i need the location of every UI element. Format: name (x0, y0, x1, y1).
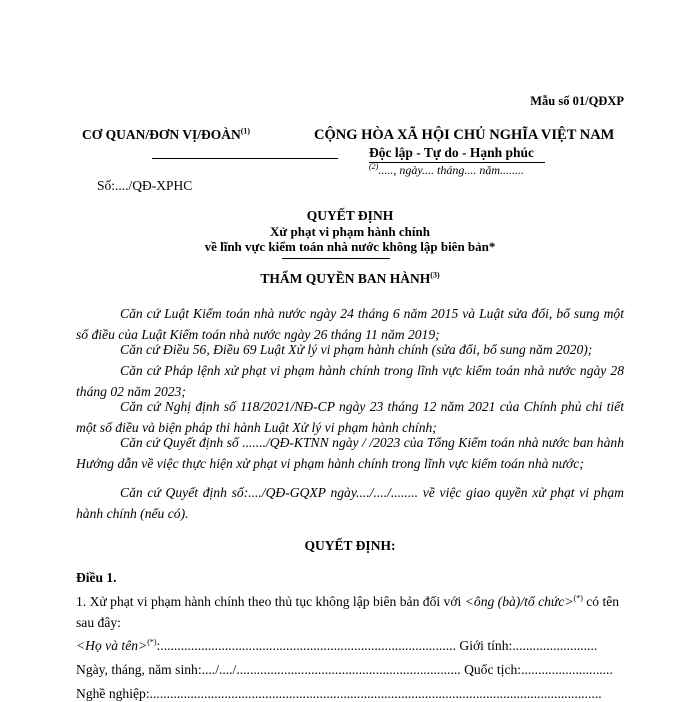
preamble-decision-gqxp-text: Căn cứ Quyết định số:..../QĐ-GQXP ngày..../..../........ về việc giao quyền xử phạt vi phạm hành chính (nếu có). (76, 485, 624, 521)
article-1-clause (76, 591, 624, 633)
preamble-decision-ktnn-text: Căn cứ Quyết định số ......./QĐ-KTNN ngày / /2023 của Tổng Kiểm toán nhà nước ban hành Hướng dẫn về việc thực hiện xử phạt vi phạm hành chính trong lĩnh vực kiểm toán nhà nước; (76, 435, 624, 471)
nationality-label: Quốc tịch: (464, 662, 522, 677)
decision-subtitle-2: về lĩnh vực kiểm toán nhà nước không lập biên bản* (204, 239, 496, 254)
authority-label (0, 271, 700, 287)
agency-underline (152, 158, 338, 159)
clause-note: (*) (573, 593, 583, 603)
authority-note: (3) (430, 270, 440, 280)
form-code: Mẫu số 01/QĐXP (530, 94, 624, 108)
name-note: (*) (147, 638, 157, 647)
preamble-ordinance-text: Căn cứ Pháp lệnh xử phạt vi phạm hành chính trong lĩnh vực kiểm toán nhà nước ngày 28 tháng 02 năm 2023; (76, 363, 624, 399)
name-label: <Họ và tên> (76, 638, 148, 653)
article-1-title: Điều 1. (76, 570, 117, 585)
decision-heading: QUYẾT ĐỊNH (306, 208, 394, 223)
job-label: Nghề nghiệp: (76, 686, 150, 701)
nationality-field[interactable]: ........................... (521, 662, 613, 677)
subtitle-underline (282, 258, 390, 259)
clause-end: có tên sau đây: (76, 594, 620, 630)
date-line (369, 163, 524, 178)
agency-label (82, 127, 250, 143)
dob-label[interactable]: Ngày, tháng, năm sinh:..../..../... (76, 662, 247, 677)
authority-text: THẨM QUYỀN BAN HÀNH (260, 271, 431, 286)
agency-name: CƠ QUAN/ĐƠN VỊ/ĐOÀN (82, 127, 241, 142)
agency-note: (1) (240, 126, 251, 136)
preamble-law-audit-text: Căn cứ Luật Kiểm toán nhà nước ngày 24 tháng 6 năm 2015 và Luật sửa đổi, bổ sung một số điều của Luật Kiểm toán nhà nước ngày 26 tháng 11 năm 2019; (76, 306, 624, 342)
gender-field[interactable]: ......................... (512, 638, 598, 653)
document-number: Số:..../QĐ-XPHC (97, 178, 193, 193)
national-title: CỘNG HÒA XÃ HỘI CHỦ NGHĨA VIỆT NAM (314, 127, 615, 143)
date-note: (2) (369, 162, 379, 171)
preamble-decree-text: Căn cứ Nghị định số 118/2021/NĐ-CP ngày 23 tháng 12 năm 2021 của Chính phủ chi tiết một số điều và biện pháp thi hành Luật Xử lý vi phạm hành chính; (76, 399, 624, 435)
clause-text: 1. Xử phạt vi phạm hành chính theo thủ tục không lập biên bản đối với (76, 594, 462, 609)
date-text: ....., ngày.... tháng.... năm........ (378, 163, 524, 177)
preamble-law-violations-text: Căn cứ Điều 56, Điều 69 Luật Xử lý vi phạm hành chính (sửa đổi, bổ sung năm 2020); (120, 342, 593, 357)
name-row (76, 638, 624, 654)
job-field[interactable]: ..................................................................................................................................... (149, 686, 602, 701)
national-motto: Độc lập - Tự do - Hạnh phúc (369, 145, 535, 160)
name-field[interactable]: :....................................................................................... (156, 638, 456, 653)
preamble-decision-ktnn (76, 432, 624, 474)
gender-label: Giới tính: (459, 638, 513, 653)
decides-heading: QUYẾT ĐỊNH: (304, 538, 396, 553)
preamble-law-violations (76, 339, 624, 360)
clause-subject: <ông (bà)/tổ chức> (464, 594, 574, 609)
dob-fill: ............................................................... (246, 662, 461, 677)
decision-subtitle-1: Xử phạt vi phạm hành chính (270, 224, 430, 239)
preamble-decision-gqxp (76, 482, 624, 524)
dob-row (76, 662, 624, 678)
